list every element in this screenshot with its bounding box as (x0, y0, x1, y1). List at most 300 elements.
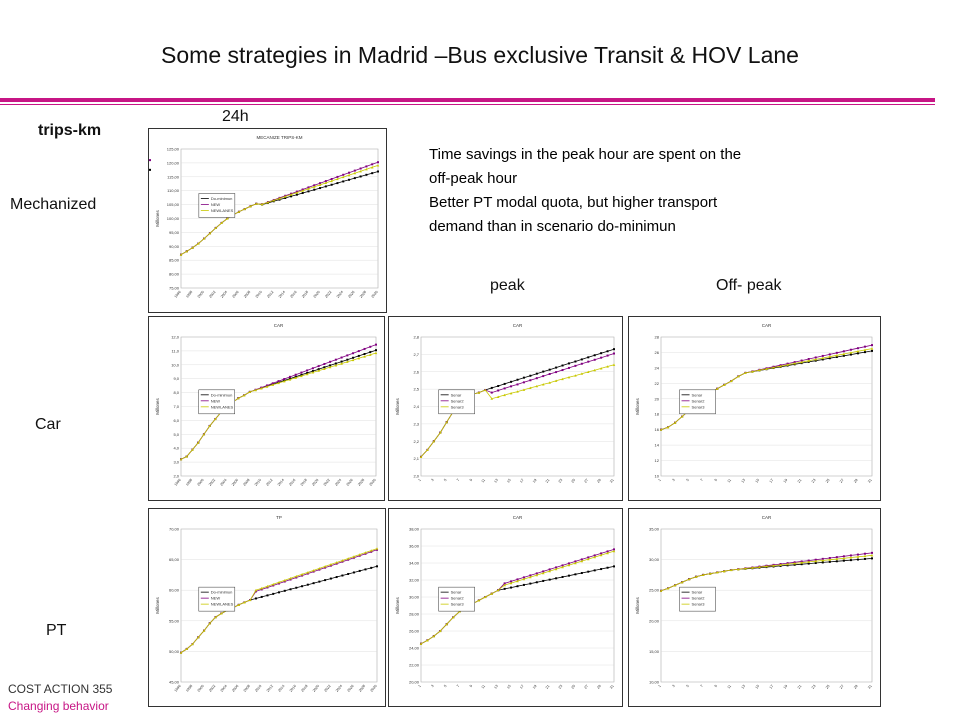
y-tick-label: 28 (654, 334, 659, 340)
metric-label: trips-km (38, 122, 102, 139)
x-tick-label: 2002 (207, 478, 217, 487)
y-tick-label: 22,00 (408, 662, 419, 668)
x-tick-label: 1 (417, 684, 422, 689)
legend-label: Do-minimun (210, 392, 233, 398)
data-point (871, 557, 873, 559)
chart-title: CAR (512, 323, 523, 328)
legend-label: Senar (691, 589, 703, 595)
data-point (255, 597, 257, 599)
data-point (555, 577, 557, 579)
chart-pt-offpeak (628, 508, 881, 707)
legend-label: NEW (210, 201, 221, 207)
x-tick-label: 7 (699, 684, 704, 689)
x-tick-label: 25 (824, 684, 831, 690)
chart-svg (389, 317, 622, 500)
y-tick-label: 32,00 (408, 577, 419, 583)
x-tick-label: 15 (506, 478, 512, 484)
x-tick-label: 2018 (300, 684, 309, 693)
row-label-pt: PT (46, 622, 67, 639)
data-point (358, 350, 360, 352)
note-line: Better PT modal quota, but higher transport (429, 194, 718, 211)
x-tick-label: 13 (493, 684, 499, 690)
data-point (376, 547, 379, 549)
data-point (850, 559, 852, 561)
data-point (562, 576, 564, 578)
data-point (822, 355, 824, 357)
data-point (864, 558, 866, 560)
data-point (377, 171, 379, 173)
data-point (581, 572, 583, 574)
data-point (491, 392, 493, 394)
data-point (517, 585, 519, 587)
chart-svg (149, 129, 386, 312)
data-point (613, 565, 615, 567)
series-line (661, 349, 872, 430)
x-tick-label: 2026 (345, 478, 354, 487)
data-point (319, 187, 321, 189)
x-tick-label: 2018 (299, 478, 308, 487)
data-point (346, 359, 348, 361)
x-tick-label: 5 (685, 478, 690, 483)
data-point (300, 372, 302, 374)
data-point (302, 192, 304, 194)
legend-label: Senar2 (691, 398, 705, 404)
data-point (375, 349, 377, 351)
data-point (307, 584, 309, 586)
data-point (278, 591, 280, 593)
x-tick-label: 2006 (230, 478, 240, 487)
y-tick-label: 7,0 (173, 404, 179, 409)
x-tick-label: 2016 (288, 478, 297, 487)
x-tick-label: 2026 (347, 290, 356, 299)
x-tick-label: 2008 (242, 478, 251, 487)
y-tick-label: 3,0 (173, 459, 179, 465)
data-point (587, 356, 589, 358)
data-point (857, 352, 859, 354)
x-tick-label: 23 (810, 478, 817, 484)
y-tick-label: 10 (654, 473, 659, 479)
y-axis-label: Millones (635, 398, 640, 415)
x-tick-label: 27 (583, 684, 590, 690)
x-tick-label: 1998 (185, 478, 194, 487)
data-point (523, 584, 525, 586)
data-point (815, 562, 817, 564)
y-tick-label: 16 (654, 427, 659, 433)
footer (8, 681, 112, 715)
data-point (295, 374, 297, 376)
data-point (587, 571, 589, 573)
data-point (504, 383, 506, 385)
y-tick-label: 4,0 (173, 445, 179, 451)
legend-label: Senar2 (450, 595, 464, 601)
data-point (600, 352, 602, 354)
data-point (307, 190, 309, 192)
data-point (318, 365, 320, 367)
x-tick-label: 17 (519, 478, 525, 484)
x-tick-label: 2030 (370, 290, 379, 299)
x-tick-label: 19 (782, 684, 789, 690)
y-tick-label: 20 (654, 396, 659, 402)
data-point (517, 379, 519, 381)
note-line: demand than in scenario do-minimun (429, 218, 676, 235)
data-point (510, 385, 512, 387)
x-tick-label: 7 (456, 684, 461, 689)
data-point (594, 359, 596, 361)
period-label-offpeak: Off- peak (716, 277, 782, 294)
y-axis-label: Millones (635, 597, 640, 614)
data-point (536, 581, 538, 583)
x-tick-label: 2012 (266, 290, 275, 299)
analysis-note (429, 143, 899, 239)
x-tick-label: 2008 (242, 684, 251, 693)
data-point (149, 159, 151, 161)
y-tick-label: 2,2 (413, 438, 419, 444)
y-tick-label: 85,00 (168, 257, 179, 263)
data-point (323, 363, 325, 365)
data-point (523, 381, 525, 383)
data-point (517, 383, 519, 385)
chart-svg (389, 509, 622, 706)
data-point (330, 578, 332, 580)
data-point (312, 367, 314, 369)
data-point (864, 553, 866, 555)
x-tick-label: 11 (480, 478, 487, 484)
x-tick-label: 2026 (346, 684, 355, 693)
y-tick-label: 105,00 (166, 202, 179, 208)
data-point (377, 161, 379, 163)
y-tick-label: 24 (654, 365, 659, 371)
chart-title: CAR (512, 515, 523, 520)
x-tick-label: 2006 (231, 290, 240, 299)
x-tick-label: 2010 (254, 290, 263, 299)
x-tick-label: 25 (570, 478, 577, 484)
row-label-car: Car (35, 416, 61, 433)
legend-label: Senar2 (691, 595, 705, 601)
data-point (348, 172, 350, 174)
y-tick-label: 20,00 (648, 618, 659, 624)
data-point (850, 349, 852, 351)
x-tick-label: 21 (796, 478, 803, 484)
note-line: off-peak hour (429, 170, 518, 187)
data-point (348, 179, 350, 181)
x-tick-label: 2030 (368, 478, 377, 487)
y-tick-label: 25,00 (648, 587, 659, 593)
y-tick-label: 36,00 (408, 543, 419, 549)
chart-svg (629, 509, 880, 706)
chart-svg (149, 509, 385, 706)
x-tick-label: 29 (853, 684, 859, 690)
y-tick-label: 20,00 (408, 679, 419, 685)
x-tick-label: 2004 (219, 478, 228, 487)
data-point (313, 189, 315, 191)
x-tick-label: 11 (480, 684, 487, 690)
data-point (346, 354, 348, 356)
legend-label: Senar2 (450, 398, 464, 404)
chart-car-peak (388, 316, 623, 501)
y-tick-label: 2,8 (413, 334, 419, 340)
x-tick-label: 2022 (322, 478, 331, 487)
data-point (594, 569, 596, 571)
y-tick-label: 55,00 (168, 618, 179, 624)
y-tick-label: 24,00 (408, 645, 419, 651)
y-axis-label: Millones (155, 597, 160, 614)
x-tick-label: 2004 (219, 684, 228, 693)
y-axis-label: Millones (395, 597, 400, 614)
y-tick-label: 2,1 (413, 456, 419, 462)
x-tick-label: 2016 (289, 290, 298, 299)
legend-label: Do-minimun (210, 589, 233, 595)
data-point (369, 346, 371, 348)
data-point (365, 174, 367, 176)
x-tick-label: 17 (519, 684, 525, 690)
period-label-24h: 24h (222, 108, 249, 125)
data-point (491, 387, 493, 389)
x-tick-label: 2014 (277, 684, 286, 693)
data-point (301, 585, 303, 587)
x-tick-label: 1996 (173, 290, 182, 299)
slide-title: Some strategies in Madrid –Bus exclusive Transit & HOV Lane (161, 42, 799, 68)
legend-label: Senar (691, 392, 703, 398)
data-point (329, 361, 331, 363)
y-tick-label: 2,3 (413, 421, 419, 427)
data-point (510, 381, 512, 383)
x-tick-label: 9 (713, 684, 719, 689)
y-tick-label: 6,0 (173, 417, 179, 423)
x-tick-label: 9 (468, 478, 474, 483)
x-tick-label: 2016 (288, 684, 298, 693)
y-tick-label: 70,00 (168, 526, 179, 532)
x-tick-label: 1998 (185, 290, 194, 299)
title-divider-thick (0, 98, 935, 102)
x-tick-label: 3 (671, 684, 676, 689)
x-tick-label: 1 (417, 478, 422, 483)
data-point (574, 365, 576, 367)
y-tick-label: 90,00 (168, 243, 179, 249)
data-point (613, 353, 615, 355)
y-tick-label: 2,6 (413, 369, 419, 375)
series-line (661, 345, 872, 430)
y-tick-label: 2,4 (413, 404, 419, 409)
x-tick-label: 11 (726, 684, 733, 690)
data-point (843, 350, 845, 352)
data-point (370, 567, 372, 569)
data-point (364, 353, 366, 355)
y-tick-label: 95,00 (168, 229, 179, 235)
data-point (371, 163, 373, 165)
data-point (871, 350, 873, 352)
data-point (871, 552, 873, 554)
data-point (574, 360, 576, 362)
x-tick-label: 27 (583, 478, 590, 484)
x-tick-label: 2020 (312, 290, 321, 299)
y-tick-label: 65,00 (168, 557, 179, 563)
data-point (376, 565, 378, 567)
x-tick-label: 29 (596, 684, 602, 690)
data-point (341, 361, 343, 363)
data-point (347, 573, 349, 575)
x-tick-label: 15 (754, 478, 761, 484)
y-tick-label: 110,00 (167, 188, 179, 194)
x-tick-label: 5 (685, 684, 690, 689)
data-point (324, 579, 326, 581)
y-tick-label: 10,00 (648, 679, 659, 685)
x-tick-label: 2010 (253, 478, 263, 487)
y-tick-label: 11,0 (171, 348, 179, 354)
x-tick-label: 1996 (173, 478, 182, 487)
x-tick-label: 15 (754, 684, 761, 690)
data-point (864, 351, 866, 353)
footer-action: COST ACTION 355 (8, 682, 113, 696)
data-point (850, 354, 852, 356)
y-axis-label: Millones (395, 398, 400, 415)
data-point (352, 357, 354, 359)
x-tick-label: 19 (782, 478, 789, 484)
x-tick-label: 2002 (208, 290, 217, 299)
data-point (353, 571, 355, 573)
data-point (290, 588, 292, 590)
x-tick-label: 3 (430, 478, 435, 483)
x-tick-label: 1996 (173, 684, 182, 693)
chart-svg (149, 317, 384, 500)
y-tick-label: 26,00 (408, 628, 419, 634)
data-point (296, 194, 298, 196)
y-tick-label: 14 (654, 442, 659, 448)
data-point (529, 379, 531, 381)
legend-label: Senar (450, 392, 462, 398)
data-point (352, 352, 354, 354)
data-point (549, 373, 551, 375)
data-point (871, 344, 873, 346)
legend-label: NEWLANES (210, 207, 234, 213)
data-point (850, 554, 852, 556)
data-point (261, 596, 263, 598)
y-tick-label: 2,5 (413, 386, 419, 392)
data-point (542, 371, 544, 373)
x-tick-label: 7 (456, 478, 461, 483)
row-label-mechanized: Mechanized (10, 196, 97, 213)
legend-label: Senar3 (450, 601, 464, 607)
chart-car-24h (148, 316, 385, 501)
chart-title: CAR (761, 515, 772, 520)
title-divider-thin (0, 104, 935, 105)
x-tick-label: 2008 (243, 290, 252, 299)
legend-label: Senar3 (450, 404, 464, 410)
x-tick-label: 17 (768, 684, 775, 690)
x-tick-label: 2010 (254, 684, 263, 693)
x-tick-label: 2014 (276, 478, 286, 487)
x-tick-label: 23 (557, 478, 564, 484)
data-point (613, 348, 615, 350)
data-point (335, 359, 337, 361)
x-tick-label: 21 (544, 478, 551, 484)
x-tick-label: 2030 (369, 684, 378, 693)
y-tick-label: 115,00 (167, 174, 179, 180)
data-point (289, 376, 291, 378)
period-label-peak: peak (490, 277, 525, 294)
legend-label: NEWLANES (210, 601, 234, 607)
x-tick-label: 2028 (357, 478, 366, 487)
data-point (607, 350, 609, 352)
y-tick-label: 28,00 (408, 611, 419, 617)
x-tick-label: 19 (531, 478, 538, 484)
x-tick-label: 2022 (323, 684, 332, 693)
x-tick-label: 3 (430, 684, 435, 689)
x-tick-label: 21 (544, 684, 551, 690)
x-tick-label: 2018 (301, 290, 310, 299)
x-tick-label: 21 (796, 684, 803, 690)
data-point (536, 377, 538, 379)
y-tick-label: 30,00 (408, 594, 419, 600)
chart-title: TP (276, 515, 282, 520)
data-point (325, 185, 327, 187)
x-tick-label: 2012 (265, 684, 275, 693)
data-point (523, 377, 525, 379)
x-tick-label: 3 (671, 478, 676, 483)
y-tick-label: 5,0 (173, 431, 179, 437)
y-tick-label: 45,00 (168, 679, 179, 685)
data-point (581, 363, 583, 365)
legend-label: Senar3 (691, 404, 705, 410)
data-point (266, 594, 268, 596)
x-tick-label: 2028 (358, 290, 368, 299)
data-point (536, 373, 538, 375)
y-tick-label: 8,0 (173, 390, 179, 396)
chart-mechanized-24h (148, 128, 387, 313)
data-point (829, 561, 831, 563)
data-point (542, 375, 544, 377)
x-tick-label: 31 (867, 684, 873, 690)
legend-label: Do-minimun (210, 195, 233, 201)
x-tick-label: 2020 (311, 684, 321, 693)
data-point (359, 570, 361, 572)
data-point (369, 351, 371, 353)
y-axis-label: Millones (155, 398, 160, 415)
data-point (568, 367, 570, 369)
x-tick-label: 23 (557, 684, 564, 690)
y-tick-label: 9,0 (173, 376, 179, 382)
data-point (341, 357, 343, 359)
series-line (661, 558, 872, 590)
data-point (836, 352, 838, 354)
x-tick-label: 2000 (196, 478, 205, 487)
x-tick-label: 23 (810, 684, 817, 690)
data-point (600, 357, 602, 359)
data-point (336, 576, 338, 578)
x-tick-label: 25 (824, 478, 831, 484)
data-point (529, 583, 531, 585)
data-point (600, 568, 602, 570)
data-point (822, 561, 824, 563)
x-tick-label: 2012 (265, 478, 274, 487)
y-tick-label: 2,0 (413, 473, 419, 479)
data-point (510, 587, 512, 589)
y-tick-label: 120,00 (166, 160, 179, 166)
y-tick-label: 18 (654, 411, 659, 417)
x-tick-label: 25 (570, 684, 577, 690)
x-tick-label: 2000 (196, 290, 205, 299)
x-tick-label: 2022 (324, 290, 333, 299)
data-point (371, 172, 373, 174)
data-point (272, 593, 274, 595)
y-tick-label: 38,00 (408, 526, 419, 532)
chart-title: MECANIZE TRIPS-KM (256, 135, 303, 140)
y-tick-label: 15,00 (648, 648, 659, 654)
x-tick-label: 11 (726, 478, 733, 484)
data-point (331, 184, 333, 186)
y-tick-label: 2,7 (413, 351, 419, 357)
data-point (364, 348, 366, 350)
y-tick-label: 26 (654, 349, 659, 355)
